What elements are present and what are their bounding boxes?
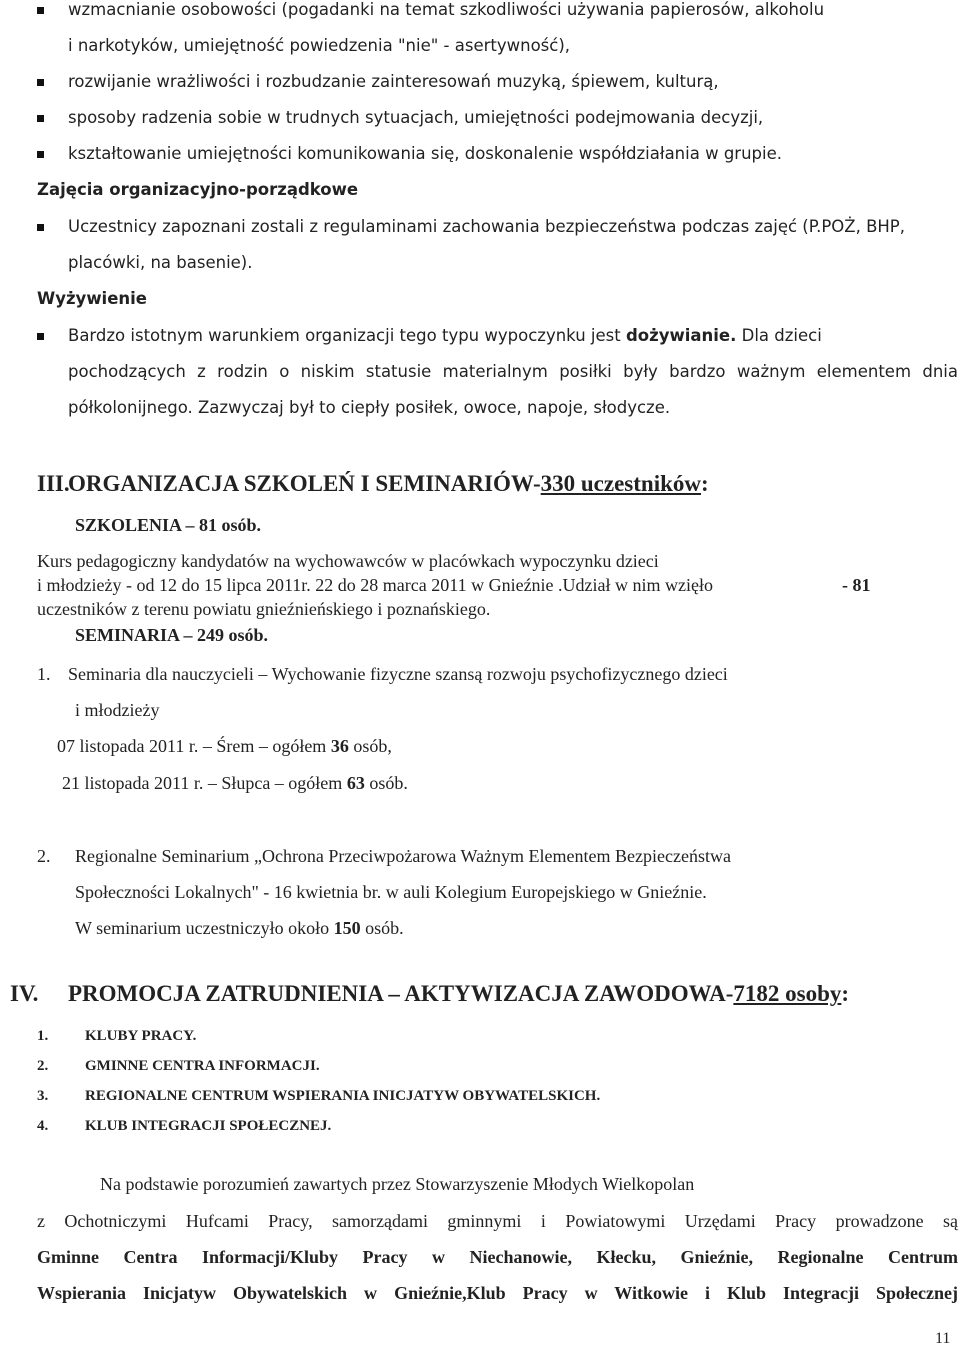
paragraph-text: Na podstawie porozumień zawartych przez Stowarzyszenie Młodych Wielkopolan <box>100 1174 695 1194</box>
section-heading: Wyżywienie <box>37 289 147 308</box>
subheading-seminaria: SEMINARIA – 249 osób. <box>75 625 269 645</box>
paragraph-text-bold: Wspierania Inicjatyw Obywatelskich w Gnieźnie,Klub Pracy w Witkowie i Klub Integracji Społecznej <box>37 1283 958 1303</box>
item-text-continued: i młodzieży <box>75 700 160 720</box>
date-line-text: 07 listopada 2011 r. – Śrem – ogółem <box>57 736 331 756</box>
course-text: i młodzieży - od 12 do 15 lipca 2011r. 22 do 28 marca 2011 w Gnieźnie .Udział w nim wzięło <box>37 575 714 595</box>
food-text-line3: półkolonijnego. Zazwyczaj był to ciepły posiłek, owoce, napoje, słodycze. <box>68 398 671 417</box>
date-line <box>57 736 392 757</box>
food-text-line2: pochodzących z rodzin o niskim statusie materialnym posiłki były bardzo ważnym elementem dnia <box>68 362 958 381</box>
bullet-marker <box>37 115 44 122</box>
list-number: 4. <box>37 1118 49 1134</box>
food-text-bold: dożywianie. <box>625 326 737 345</box>
section-title <box>68 471 709 497</box>
list-number: 3. <box>37 1088 49 1104</box>
section-heading: Zajęcia organizacyjno-porządkowe <box>37 180 359 199</box>
section-number: III. <box>37 471 70 496</box>
org-text-continued: placówki, na basenie). <box>68 253 253 272</box>
bullet-marker <box>37 224 44 231</box>
section-title-count: 7182 osoby <box>733 981 842 1006</box>
date-line-text: 21 listopada 2011 r. – Słupca – ogółem <box>62 773 347 793</box>
date-line-count: 36 <box>330 736 349 756</box>
org-text: Uczestnicy zapoznani zostali z regulaminami zachowania bezpieczeństwa podczas zajęć (P.POŻ, BHP, <box>68 217 906 236</box>
course-count: - 81 <box>842 575 871 595</box>
course-text: Kurs pedagogiczny kandydatów na wychowawców w placówkach wypoczynku dzieci <box>37 551 659 571</box>
bullet-marker <box>37 79 44 86</box>
seminar-participants-text: W seminarium uczestniczyło około <box>75 918 334 938</box>
paragraph-text: z Ochotniczymi Hufcami Pracy, samorządami gminnymi i Powiatowymi Urzędami Pracy prowadzone są <box>37 1211 958 1231</box>
page-number: 11 <box>935 1330 951 1347</box>
section-number: IV. <box>10 981 39 1006</box>
section-title-colon: : <box>841 981 850 1006</box>
bullet-marker <box>37 7 44 14</box>
section-title-text: PROMOCJA ZATRUDNIENIA – AKTYWIZACJA ZAWODOWA- <box>68 981 734 1006</box>
bullet-marker <box>37 151 44 158</box>
date-line <box>62 773 408 794</box>
bullet-text: rozwijanie wrażliwości i rozbudzanie zainteresowań muzyką, śpiewem, kulturą, <box>68 72 719 91</box>
bullet-marker <box>37 333 44 340</box>
food-text-c: Dla dzieci <box>736 326 822 345</box>
bullet-text-continued: i narkotyków, umiejętność powiedzenia "nie" - asertywność), <box>68 36 571 55</box>
list-number: 1. <box>37 1028 49 1044</box>
section-title-text: ORGANIZACJA SZKOLEŃ I SEMINARIÓW- <box>68 471 541 496</box>
list-item: KLUBY PRACY. <box>85 1028 197 1044</box>
date-line-suffix: osób. <box>364 773 408 793</box>
list-item: GMINNE CENTRA INFORMACJI. <box>85 1058 320 1074</box>
list-number: 2. <box>37 1058 49 1074</box>
seminar-participants-count: 150 <box>333 918 361 938</box>
section-title <box>68 981 849 1007</box>
list-item: KLUB INTEGRACJI SPOŁECZNEJ. <box>85 1118 332 1134</box>
food-text-a: Bardzo istotnym warunkiem organizacji tego typu wypoczynku jest <box>68 326 626 345</box>
list-item: REGIONALNE CENTRUM WSPIERANIA INICJATYW OBYWATELSKICH. <box>85 1088 601 1104</box>
item-text: Seminaria dla nauczycieli – Wychowanie fizyczne szansą rozwoju psychofizycznego dzieci <box>68 664 728 684</box>
section-title-colon: : <box>701 471 709 496</box>
item-text-continued: Społeczności Lokalnych" - 16 kwietnia br. w auli Kolegium Europejskiego w Gnieźnie. <box>75 882 707 902</box>
item-number: 1. <box>37 664 51 684</box>
item-text-continued <box>75 918 404 939</box>
course-text: uczestników z terenu powiatu gnieźnieńskiego i poznańskiego. <box>37 599 491 619</box>
item-number: 2. <box>37 846 51 866</box>
bullet-text: wzmacnianie osobowości (pogadanki na temat szkodliwości używania papierosów, alkoholu <box>68 0 825 19</box>
food-text <box>68 326 822 345</box>
bullet-text: kształtowanie umiejętności komunikowania się, doskonalenie współdziałania w grupie. <box>68 144 782 163</box>
section-title-count: 330 uczestników <box>540 471 702 496</box>
item-text: Regionalne Seminarium „Ochrona Przeciwpożarowa Ważnym Elementem Bezpieczeństwa <box>75 846 731 866</box>
date-line-suffix: osób, <box>348 736 392 756</box>
seminar-participants-suffix: osób. <box>360 918 404 938</box>
bullet-text: sposoby radzenia sobie w trudnych sytuacjach, umiejętności podejmowania decyzji, <box>68 108 764 127</box>
date-line-count: 63 <box>346 773 365 793</box>
paragraph-text-bold: Gminne Centra Informacji/Kluby Pracy w Niechanowie, Kłecku, Gnieźnie, Regionalne Centrum <box>37 1247 958 1267</box>
subheading-szkolenia: SZKOLENIA – 81 osób. <box>75 515 262 535</box>
